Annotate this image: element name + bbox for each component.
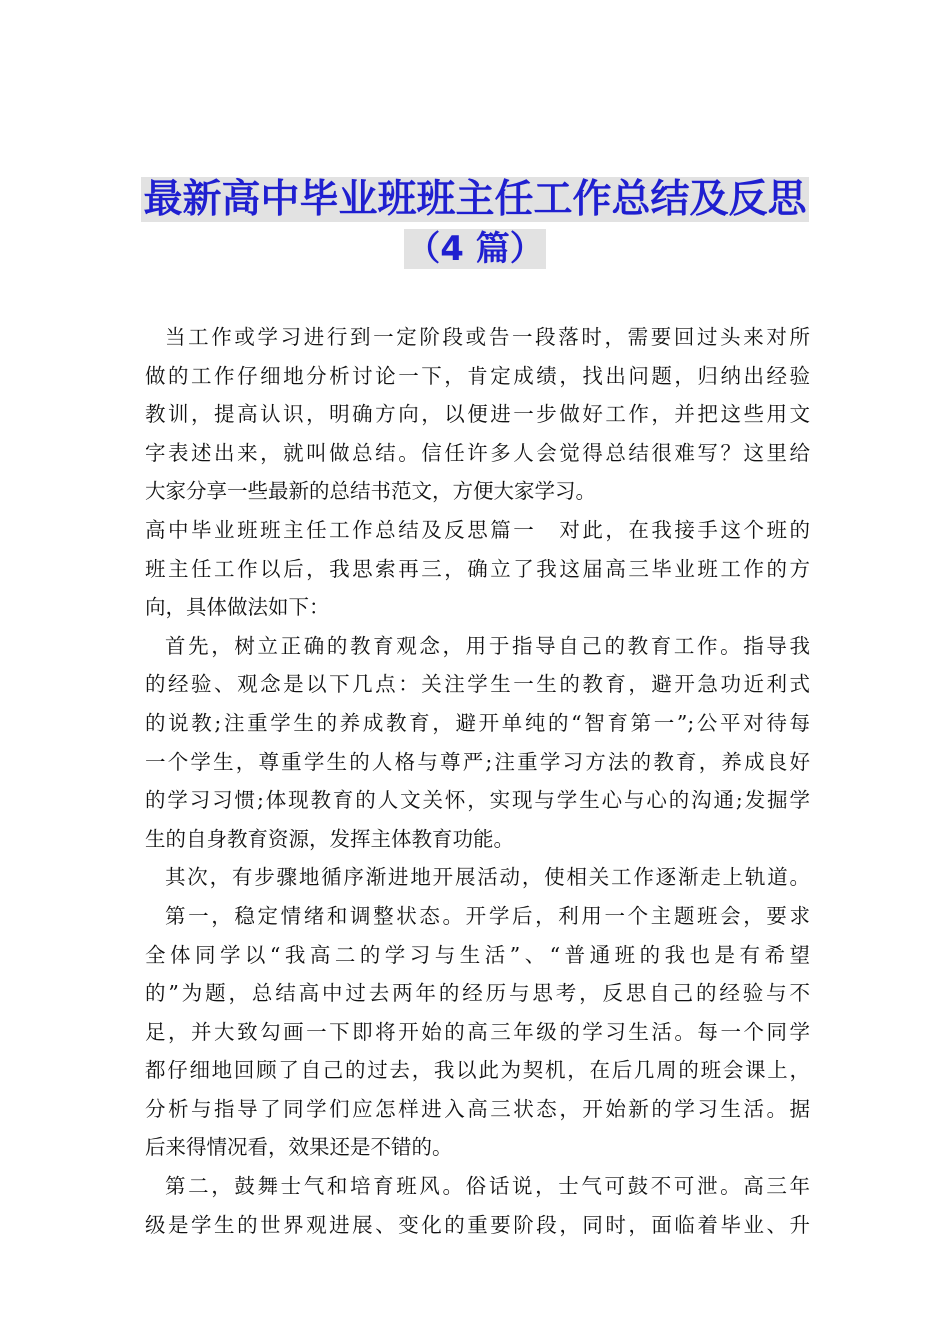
text-line: 第一，稳定情绪和调整状态。开学后，利用一个主题班会，要求 [165,903,810,928]
text-line: 的说教;注重学生的养成教育，避开单纯的“智育第一”;公平对待每 [145,710,810,735]
document-subtitle [0,224,950,273]
text-line: 级是学生的世界观进展、变化的重要阶段，同时，面临着毕业、升 [145,1212,810,1237]
text-line: 后来得情况看，效果还是不错的。 [145,1135,453,1160]
text-line: 足，并大致勾画一下即将开始的高三年级的学习生活。每一个同学 [145,1019,810,1044]
text-line: 班主任工作以后，我思索再三，确立了我这届高三毕业班工作的方 [145,556,810,581]
text-line: 首先，树立正确的教育观念，用于指导自己的教育工作。指导我 [165,633,810,658]
text-line: 生的自身教育资源，发挥主体教育功能。 [145,826,514,851]
text-line: 其次，有步骤地循序渐进地开展活动，使相关工作逐渐走上轨道。 [165,865,810,890]
document-title [0,176,950,224]
document-body [145,318,810,1244]
text-line: 向，具体做法如下： [145,595,330,620]
text-line: 分析与指导了同学们应怎样进入高三状态，开始新的学习生活。据 [145,1096,810,1121]
title-line-1: 最新高中毕业班班主任工作总结及反思 [143,177,807,222]
text-line: 的学习习惯;体现教育的人文关怀，实现与学生心与心的沟通;发掘学 [145,788,810,813]
title-line-2: （4 篇） [406,229,544,269]
text-line: 做的工作仔细地分析讨论一下，肯定成绩，找出问题，归纳出经验 [145,363,810,388]
text-line: 一个学生，尊重学生的人格与尊严;注重学习方法的教育，养成良好 [145,749,810,774]
text-line: 都仔细地回顾了自己的过去，我以此为契机，在后几周的班会课上， [145,1058,810,1083]
text-line: 大家分享一些最新的总结书范文，方便大家学习。 [145,479,596,504]
text-line: 的经验、观念是以下几点：关注学生一生的教育，避开急功近利式 [145,672,810,697]
text-line: 字表述出来，就叫做总结。信任许多人会觉得总结很难写？这里给 [145,440,810,465]
text-line: 全体同学以“我高二的学习与生活”、“普通班的我也是有希望 [145,942,810,967]
text-line: 的”为题，总结高中过去两年的经历与思考，反思自己的经验与不 [145,981,810,1006]
text-line: 高中毕业班班主任工作总结及反思篇一 对此，在我接手这个班的 [145,517,810,542]
text-line: 教训，提高认识，明确方向，以便进一步做好工作，并把这些用文 [145,402,810,427]
text-line: 当工作或学习进行到一定阶段或告一段落时，需要回过头来对所 [165,325,810,349]
text-line: 第二，鼓舞士气和培育班风。俗话说，士气可鼓不可泄。高三年 [165,1174,810,1199]
